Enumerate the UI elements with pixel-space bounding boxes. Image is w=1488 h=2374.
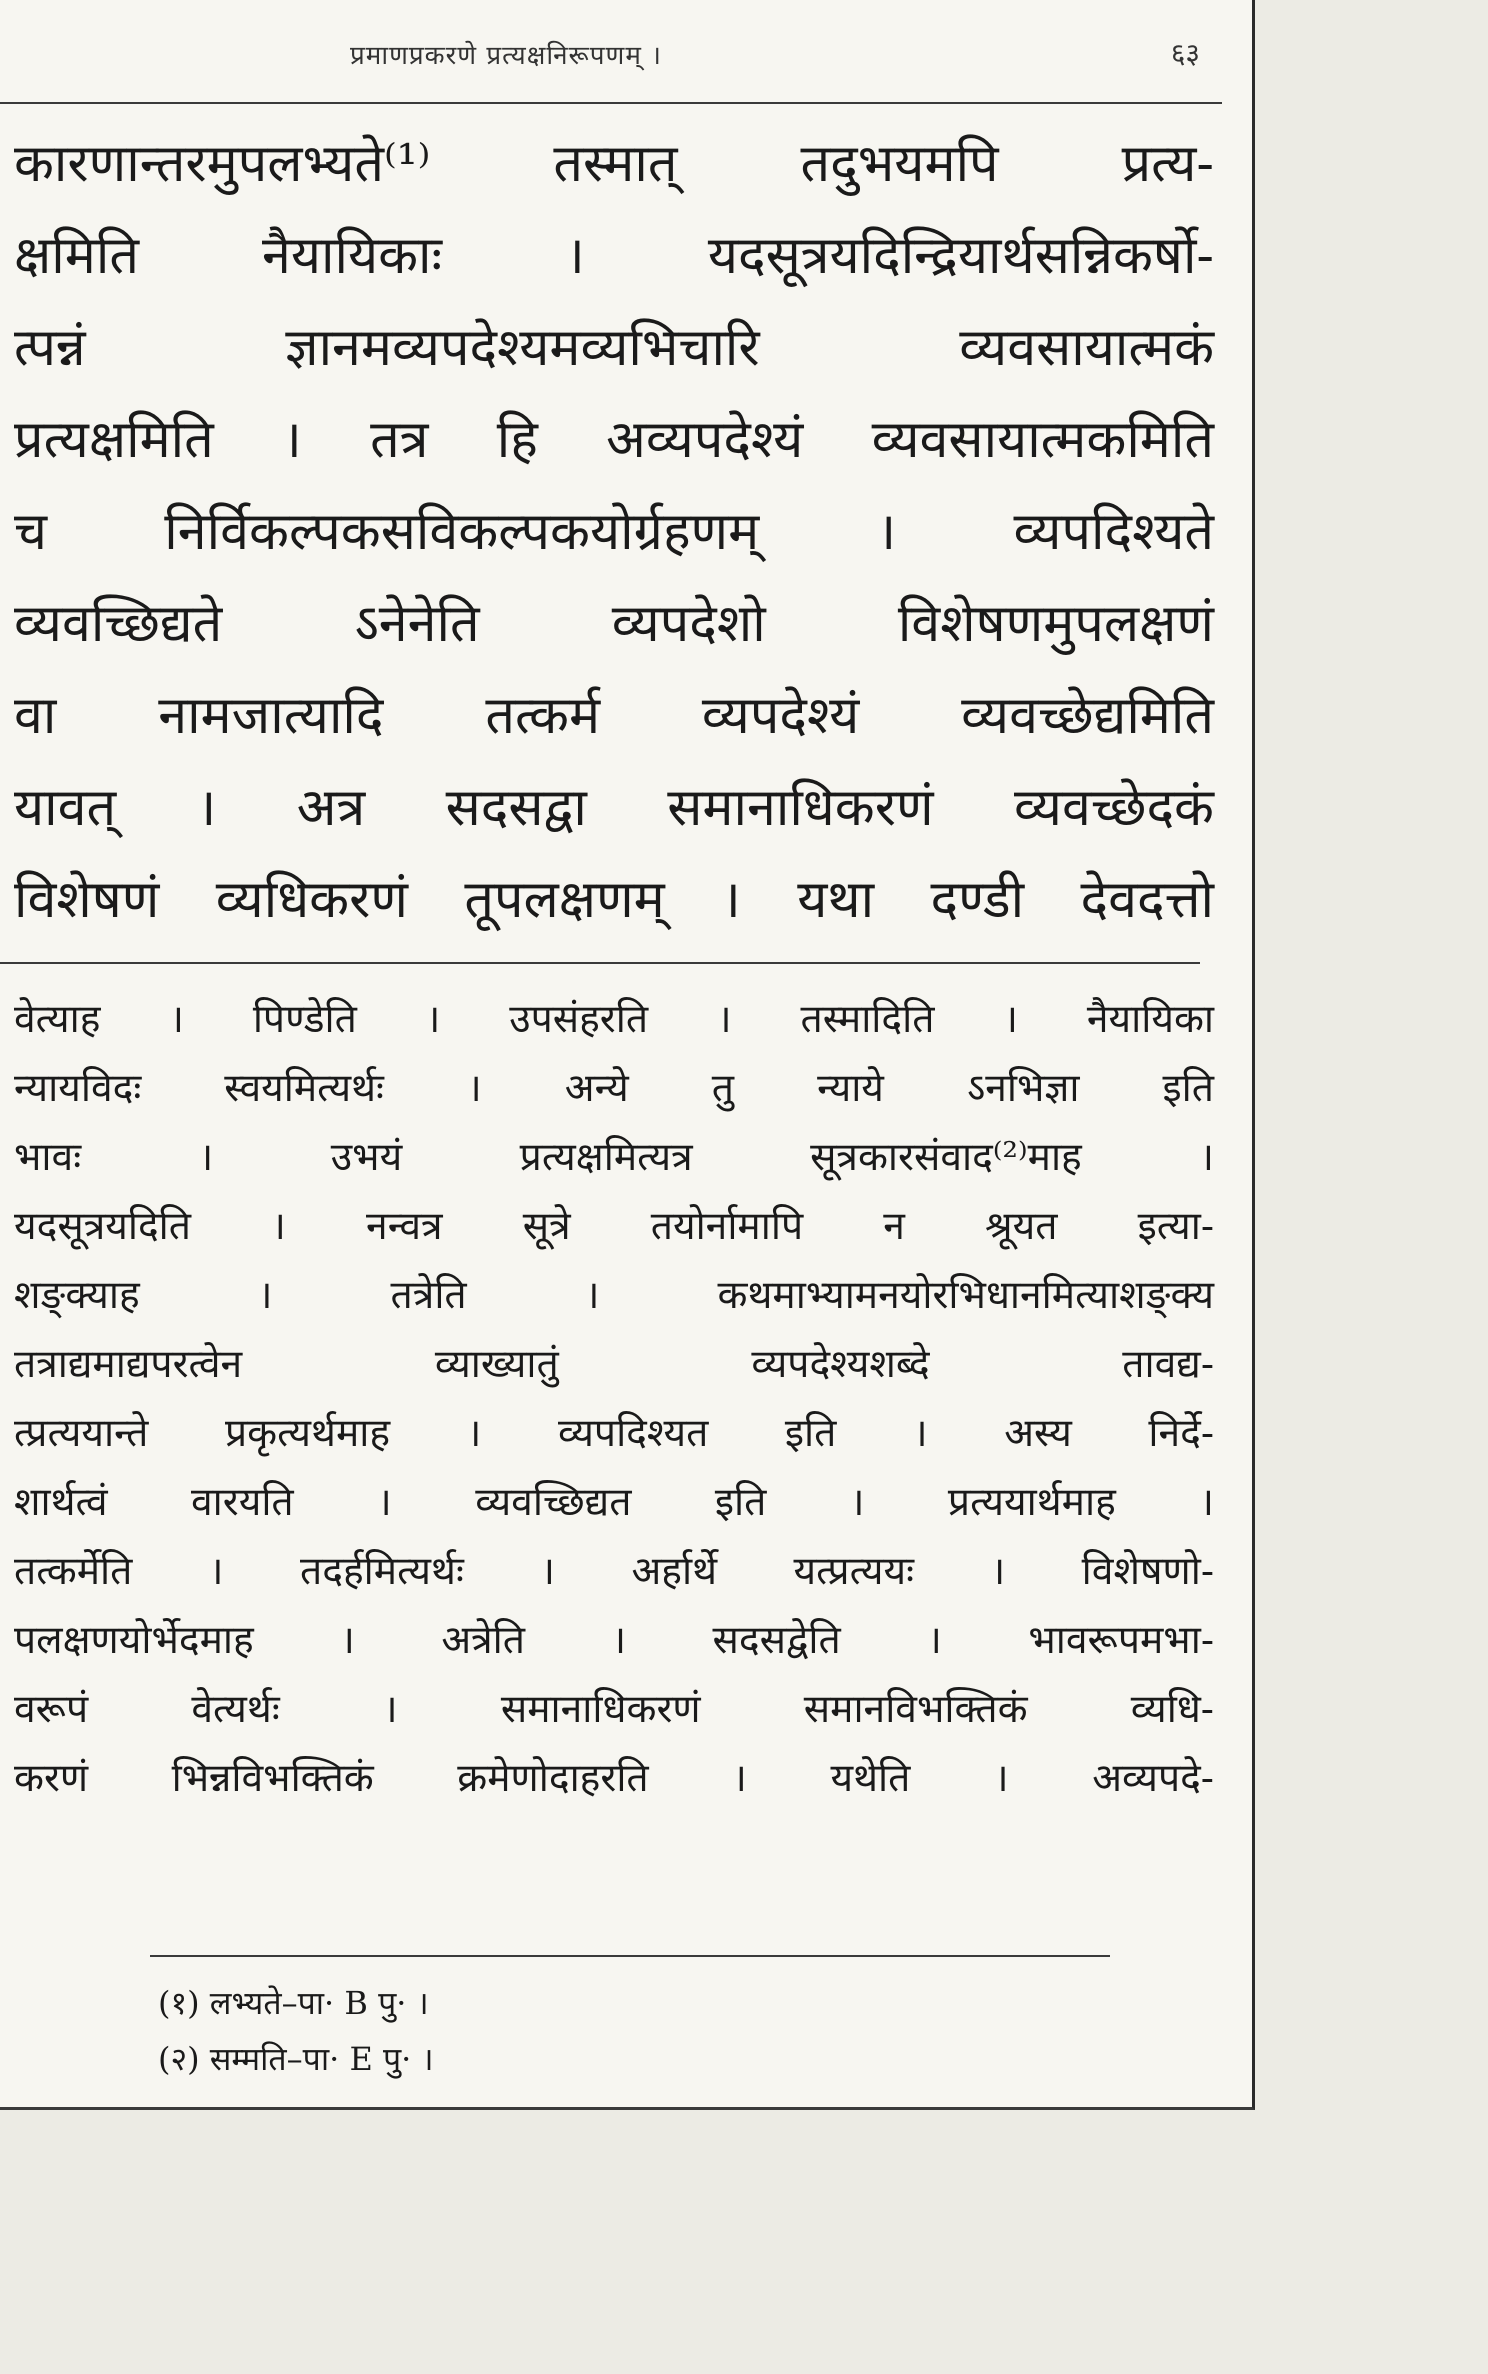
commentary-line: तत्राद्यमाद्यपरत्वेन व्याख्यातुं व्यपदेश्यशब्दे तावद्य- <box>14 1342 1214 1387</box>
running-header <box>0 28 1220 88</box>
footnotes <box>158 1975 858 2087</box>
header-rule <box>0 102 1222 104</box>
main-text-line: च निर्विकल्पकसविकल्पकयोर्ग्रहणम् । व्यपदिश्यते <box>14 502 1214 562</box>
footnote-1: (१) लभ्यते–पा· B पु· । <box>158 1984 429 2022</box>
commentary-line: पलक्षणयोर्भेदमाह । अत्रेति । सदसद्वेति । भावरूपमभा- <box>14 1618 1214 1663</box>
main-text-line: कारणान्तरमुपलभ्यते⁽¹⁾ तस्मात् तदुभयमपि प्रत्य- <box>14 134 1214 194</box>
main-text-line: प्रत्यक्षमिति । तत्र हि अव्यपदेश्यं व्यवसायात्मकमिति <box>14 410 1214 470</box>
main-text-line: त्पन्नं ज्ञानमव्यपदेश्यमव्यभिचारि व्यवसायात्मकं <box>14 318 1214 378</box>
commentary-line: तत्कर्मेति । तदर्हमित्यर्थः । अर्हार्थे यत्प्रत्ययः । विशेषणो- <box>14 1549 1214 1594</box>
main-text-line: व्यवच्छिद्यते ऽनेनेति व्यपदेशो विशेषणमुपलक्षणं <box>14 594 1214 654</box>
commentary-line: त्प्रत्ययान्ते प्रकृत्यर्थमाह । व्यपदिश्यत इति । अस्य निर्दे- <box>14 1411 1214 1456</box>
main-text-line: यावत् । अत्र सदसद्वा समानाधिकरणं व्यवच्छेदकं <box>14 778 1214 838</box>
commentary-line: वरूपं वेत्यर्थः । समानाधिकरणं समानविभक्तिकं व्यधि- <box>14 1687 1214 1732</box>
commentary-line: यदसूत्रयदिति । नन्वत्र सूत्रे तयोर्नामापि न श्रूयत इत्या- <box>14 1204 1214 1249</box>
commentary-line: करणं भिन्नविभक्तिकं क्रमेणोदाहरति । यथेति । अव्यपदे- <box>14 1756 1214 1801</box>
commentary-line: न्यायविदः स्वयमित्यर्थः । अन्ये तु न्याये ऽनभिज्ञा इति <box>14 1066 1214 1111</box>
main-text-line: विशेषणं व्यधिकरणं तूपलक्षणम् । यथा दण्डी देवदत्तो <box>14 870 1214 930</box>
main-text-line: वा नामजात्यादि तत्कर्म व्यपदेश्यं व्यवच्छेद्यमिति <box>14 686 1214 746</box>
commentary-block <box>14 985 1214 1813</box>
running-title: प्रमाणप्रकरणे प्रत्यक्षनिरूपणम् । <box>350 41 662 71</box>
commentary-line: शार्थत्वं वारयति । व्यवच्छिद्यत इति । प्रत्ययार्थमाह । <box>14 1480 1214 1525</box>
main-text-block <box>14 118 1214 946</box>
main-text-line: क्षमिति नैयायिकाः । यदसूत्रयदिन्द्रियार्थसन्निकर्षो- <box>14 226 1214 286</box>
page-number: ६३ <box>1170 37 1200 70</box>
commentary-divider <box>0 962 1200 964</box>
footnote-rule <box>150 1955 1110 1957</box>
commentary-line: भावः । उभयं प्रत्यक्षमित्यत्र सूत्रकारसंवाद⁽²⁾माह । <box>14 1135 1214 1180</box>
footnote-2: (२) सम्मति–पा· E पु· । <box>158 2040 434 2078</box>
commentary-line: शङ्क्याह । तत्रेति । कथमाभ्यामनयोरभिधानमित्याशङ्क्य <box>14 1273 1214 1318</box>
commentary-line: वेत्याह । पिण्डेति । उपसंहरति । तस्मादिति । नैयायिका <box>14 997 1214 1042</box>
